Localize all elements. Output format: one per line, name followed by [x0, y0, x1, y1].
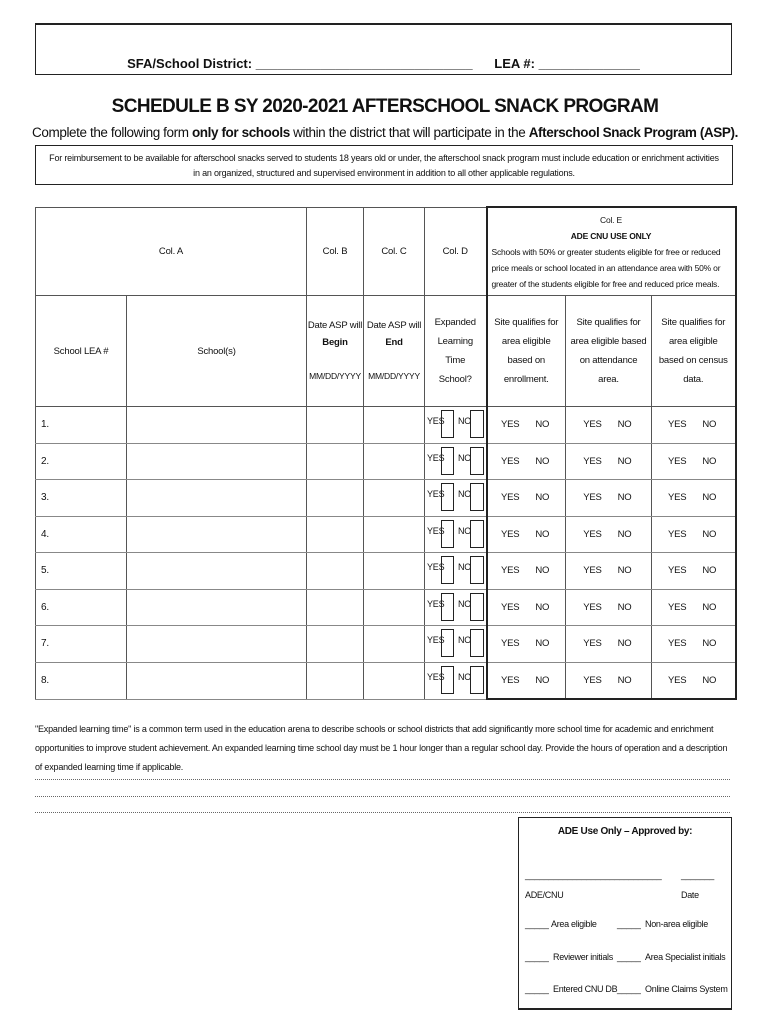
- school-name-cell[interactable]: [127, 626, 307, 663]
- enrollment-cell: [487, 589, 566, 626]
- expanded-no-checkbox[interactable]: [470, 410, 484, 438]
- yes-option[interactable]: YES: [501, 528, 520, 540]
- page-subtitle: [0, 125, 770, 140]
- yes-option[interactable]: YES: [668, 638, 687, 650]
- begin-date-cell[interactable]: [307, 407, 364, 444]
- expanded-no-label: NO: [458, 416, 472, 426]
- expanded-no-checkbox[interactable]: [470, 483, 484, 511]
- school-name-cell[interactable]: [127, 553, 307, 590]
- no-option[interactable]: NO: [535, 601, 550, 613]
- table-row: [36, 553, 736, 590]
- end-date-cell[interactable]: [364, 480, 425, 517]
- census-cell: [652, 407, 736, 444]
- expanded-cell: [425, 626, 487, 663]
- entered-label: Entered CNU DB: [553, 984, 618, 994]
- non-area-eligible-label: Non-area eligible: [645, 919, 708, 929]
- expanded-no-checkbox[interactable]: [470, 593, 484, 621]
- online-label: Online Claims System: [645, 984, 728, 994]
- yes-option[interactable]: YES: [668, 419, 687, 431]
- sfa-label: SFA/School District:: [127, 56, 253, 71]
- census-cell: [652, 626, 736, 663]
- e1-header: Site qualifies for area eligible based on enrollment.: [487, 296, 566, 407]
- expanded-yes-label: YES: [427, 489, 445, 499]
- begin-date-cell[interactable]: [307, 516, 364, 553]
- row-number: 4.: [36, 516, 127, 553]
- expanded-cell: [425, 516, 487, 553]
- no-option[interactable]: NO: [702, 528, 717, 540]
- expanded-no-checkbox[interactable]: [470, 629, 484, 657]
- expanded-cell: [425, 443, 487, 480]
- begin-format: MM/DD/YYYY: [309, 371, 361, 381]
- expanded-no-label: NO: [458, 489, 472, 499]
- expanded-no-label: NO: [458, 525, 472, 536]
- ade-signature-line[interactable]: _____________________________: [525, 870, 662, 880]
- begin-bold: Begin: [322, 337, 348, 348]
- no-option[interactable]: NO: [535, 674, 550, 686]
- school-name-cell[interactable]: [127, 589, 307, 626]
- no-option[interactable]: NO: [535, 455, 550, 467]
- row-number: 8.: [36, 662, 127, 699]
- lea-label: LEA #:: [494, 56, 535, 71]
- school-name-cell[interactable]: [127, 662, 307, 699]
- census-cell: [652, 662, 736, 699]
- no-option[interactable]: NO: [535, 528, 550, 540]
- enrollment-cell: [487, 480, 566, 517]
- specialist-label: Area Specialist initials: [645, 952, 726, 962]
- expanded-yes-checkbox[interactable]: [441, 629, 454, 657]
- yes-option[interactable]: YES: [583, 492, 602, 504]
- census-cell: [652, 589, 736, 626]
- expanded-yes-label: YES: [427, 598, 445, 609]
- enrollment-cell: [487, 662, 566, 699]
- expanded-cell: [425, 407, 487, 444]
- no-option[interactable]: NO: [617, 674, 632, 686]
- enrollment-cell: [487, 407, 566, 444]
- end-date-cell[interactable]: [364, 662, 425, 699]
- description-line-1[interactable]: [35, 779, 730, 780]
- expanded-no-label: NO: [458, 635, 472, 645]
- yes-option[interactable]: YES: [668, 565, 687, 577]
- attendance-cell: [566, 480, 652, 517]
- row-number: 6.: [36, 589, 127, 626]
- col-e-header: [487, 207, 736, 296]
- yes-option[interactable]: YES: [583, 565, 602, 577]
- end-date-cell[interactable]: [364, 407, 425, 444]
- table-row: [36, 626, 736, 663]
- subtitle-part1: Complete the following form: [32, 125, 192, 140]
- schools-header: School(s): [127, 296, 307, 407]
- sfa-blank[interactable]: ______________________________: [255, 56, 473, 71]
- col-b-header: Col. B: [307, 207, 364, 296]
- census-cell: [652, 480, 736, 517]
- expanded-no-checkbox[interactable]: [470, 520, 484, 548]
- table-row: [36, 443, 736, 480]
- page-title: SCHEDULE B SY 2020-2021 AFTERSCHOOL SNACK PROGRAM: [111, 96, 659, 117]
- expanded-yes-label: YES: [427, 525, 445, 536]
- row-number: 1.: [36, 407, 127, 444]
- yes-option[interactable]: YES: [583, 674, 602, 686]
- specialist-blank[interactable]: _____: [617, 952, 641, 962]
- no-option[interactable]: NO: [702, 638, 717, 650]
- school-name-cell[interactable]: [127, 443, 307, 480]
- row-number: 2.: [36, 443, 127, 480]
- online-blank[interactable]: _____: [617, 984, 641, 994]
- expanded-header: Expanded Learning Time School?: [425, 296, 487, 407]
- begin-date-cell[interactable]: [307, 480, 364, 517]
- no-option[interactable]: NO: [617, 528, 632, 540]
- begin-date-cell[interactable]: [307, 662, 364, 699]
- no-option[interactable]: NO: [702, 455, 717, 467]
- expanded-yes-checkbox[interactable]: [441, 447, 454, 475]
- description-line-3[interactable]: [35, 812, 730, 813]
- reviewer-blank[interactable]: _____: [525, 952, 549, 962]
- yes-option[interactable]: YES: [583, 601, 602, 613]
- no-option[interactable]: NO: [702, 674, 717, 686]
- row-number: 5.: [36, 553, 127, 590]
- end-date-cell[interactable]: [364, 553, 425, 590]
- begin-pre: Date ASP will: [307, 320, 363, 331]
- expanded-no-label: NO: [458, 598, 472, 609]
- col-e-title: Col. E: [600, 214, 622, 225]
- header-line: [36, 54, 731, 74]
- expanded-no-label: NO: [458, 452, 472, 463]
- entered-blank[interactable]: _____: [525, 984, 549, 994]
- end-bold: End: [385, 337, 403, 348]
- census-cell: [652, 553, 736, 590]
- yes-option[interactable]: YES: [501, 601, 520, 613]
- non-area-eligible-blank[interactable]: _____: [617, 919, 641, 929]
- no-option[interactable]: NO: [702, 601, 717, 613]
- census-cell: [652, 516, 736, 553]
- table-row: [36, 589, 736, 626]
- no-option[interactable]: NO: [702, 492, 717, 504]
- area-eligible-label: Area eligible: [551, 919, 597, 929]
- description-line-2[interactable]: [35, 796, 730, 797]
- ade-signature-label: ADE/CNU: [525, 890, 564, 900]
- no-option[interactable]: NO: [535, 565, 550, 577]
- yes-option[interactable]: YES: [668, 528, 687, 540]
- col-d-header: Col. D: [425, 207, 487, 296]
- expanded-learning-footnote: "Expanded learning time" is a common term used in the education arena to describe schools or school districts that add significantly more school time for academic and enrichment opportunities to improve student achievement. An expanded learning time school day must be 1 hour longer than a regular school day. Provide the hours of operation and a description of expanded learning time if applicable.: [35, 724, 728, 772]
- row-number: 7.: [36, 626, 127, 663]
- yes-option[interactable]: YES: [501, 674, 520, 686]
- begin-date-header: [307, 296, 364, 407]
- yes-option[interactable]: YES: [583, 638, 602, 650]
- end-date-cell[interactable]: [364, 589, 425, 626]
- row-number: 3.: [36, 480, 127, 517]
- no-option[interactable]: NO: [617, 601, 632, 613]
- table-row: [36, 480, 736, 517]
- expanded-cell: [425, 662, 487, 699]
- expanded-yes-checkbox[interactable]: [441, 556, 454, 584]
- school-lea-header: School LEA #: [36, 296, 127, 407]
- area-eligible-blank[interactable]: _____: [525, 919, 549, 929]
- col-e-sub: ADE CNU USE ONLY: [570, 230, 652, 241]
- expanded-yes-label: YES: [427, 452, 445, 463]
- yes-option[interactable]: YES: [668, 601, 687, 613]
- attendance-cell: [566, 407, 652, 444]
- no-option[interactable]: NO: [617, 455, 632, 467]
- yes-option[interactable]: YES: [668, 455, 687, 467]
- attendance-cell: [566, 516, 652, 553]
- e3-header: Site qualifies for area eligible based on census data.: [652, 296, 736, 407]
- yes-option[interactable]: YES: [583, 528, 602, 540]
- census-cell: [652, 443, 736, 480]
- col-a-header: Col. A: [36, 207, 307, 296]
- yes-option[interactable]: YES: [501, 455, 520, 467]
- no-option[interactable]: NO: [617, 492, 632, 504]
- col-c-header: Col. C: [364, 207, 425, 296]
- reviewer-label: Reviewer initials: [553, 952, 613, 962]
- expanded-yes-label: YES: [427, 562, 445, 572]
- attendance-cell: [566, 589, 652, 626]
- expanded-cell: [425, 589, 487, 626]
- yes-option[interactable]: YES: [668, 674, 687, 686]
- end-date-header: [364, 296, 425, 407]
- expanded-yes-label: YES: [427, 416, 445, 426]
- expanded-no-checkbox[interactable]: [470, 447, 484, 475]
- expanded-yes-label: YES: [427, 671, 445, 682]
- lea-blank[interactable]: ______________: [538, 56, 640, 71]
- table-row: [36, 662, 736, 699]
- ade-title: ADE Use Only – Approved by:: [557, 826, 693, 837]
- no-option[interactable]: NO: [617, 419, 632, 431]
- expanded-no-checkbox[interactable]: [470, 556, 484, 584]
- end-format: MM/DD/YYYY: [368, 371, 420, 381]
- yes-option[interactable]: YES: [501, 638, 520, 650]
- expanded-yes-checkbox[interactable]: [441, 593, 454, 621]
- ade-date-line[interactable]: _______: [681, 870, 714, 880]
- expanded-cell: [425, 553, 487, 590]
- begin-date-cell[interactable]: [307, 553, 364, 590]
- expanded-yes-checkbox[interactable]: [441, 666, 454, 694]
- end-date-cell[interactable]: [364, 516, 425, 553]
- expanded-yes-label: YES: [427, 635, 445, 645]
- yes-option[interactable]: YES: [501, 565, 520, 577]
- expanded-no-label: NO: [458, 562, 472, 572]
- attendance-cell: [566, 626, 652, 663]
- begin-date-cell[interactable]: [307, 626, 364, 663]
- no-option[interactable]: NO: [535, 492, 550, 504]
- no-option[interactable]: NO: [702, 565, 717, 577]
- school-name-cell[interactable]: [127, 480, 307, 517]
- district-header-box: [35, 23, 732, 75]
- yes-option[interactable]: YES: [583, 455, 602, 467]
- table-row: [36, 516, 736, 553]
- subtitle-bold1: only for schools: [191, 125, 290, 140]
- begin-date-cell[interactable]: [307, 443, 364, 480]
- enrollment-cell: [487, 516, 566, 553]
- school-name-cell[interactable]: [127, 516, 307, 553]
- end-pre: Date ASP will: [366, 320, 422, 331]
- begin-date-cell[interactable]: [307, 589, 364, 626]
- expanded-yes-checkbox[interactable]: [441, 520, 454, 548]
- end-date-cell[interactable]: [364, 443, 425, 480]
- reimbursement-notice: For reimbursement to be available for afterschool snacks served to students 18 years old or under, the afterschool snack program must include education or enrichment activities in an organized, structured and supervised environment in addition to all other applicable regulations.: [35, 145, 733, 185]
- no-option[interactable]: NO: [535, 419, 550, 431]
- yes-option[interactable]: YES: [583, 419, 602, 431]
- expanded-yes-checkbox[interactable]: [441, 483, 454, 511]
- enrollment-cell: [487, 626, 566, 663]
- ade-approval-box: [518, 817, 732, 1010]
- attendance-cell: [566, 662, 652, 699]
- table-row: [36, 407, 736, 444]
- no-option[interactable]: NO: [617, 638, 632, 650]
- e2-header: Site qualifies for area eligible based on attendance area.: [566, 296, 652, 407]
- expanded-cell: [425, 480, 487, 517]
- ade-date-label: Date: [681, 890, 699, 900]
- attendance-cell: [566, 443, 652, 480]
- attendance-cell: [566, 553, 652, 590]
- subtitle-bold2: Afterschool Snack Program (ASP).: [528, 125, 738, 140]
- no-option[interactable]: NO: [617, 565, 632, 577]
- school-name-cell[interactable]: [127, 407, 307, 444]
- yes-option[interactable]: YES: [501, 492, 520, 504]
- end-date-cell[interactable]: [364, 626, 425, 663]
- expanded-no-label: NO: [458, 671, 472, 682]
- schedule-table: [35, 206, 737, 700]
- enrollment-cell: [487, 443, 566, 480]
- col-e-desc: Schools with 50% or greater students eligible for free or reduced price meals or school located in an attendance area with 50% or greater of the students eligible for free and reduced price meals.: [491, 246, 721, 289]
- yes-option[interactable]: YES: [501, 419, 520, 431]
- no-option[interactable]: NO: [535, 638, 550, 650]
- expanded-yes-checkbox[interactable]: [441, 410, 454, 438]
- enrollment-cell: [487, 553, 566, 590]
- no-option[interactable]: NO: [702, 419, 717, 431]
- subtitle-part2: within the district that will participate in the: [289, 125, 529, 140]
- expanded-no-checkbox[interactable]: [470, 666, 484, 694]
- yes-option[interactable]: YES: [668, 492, 687, 504]
